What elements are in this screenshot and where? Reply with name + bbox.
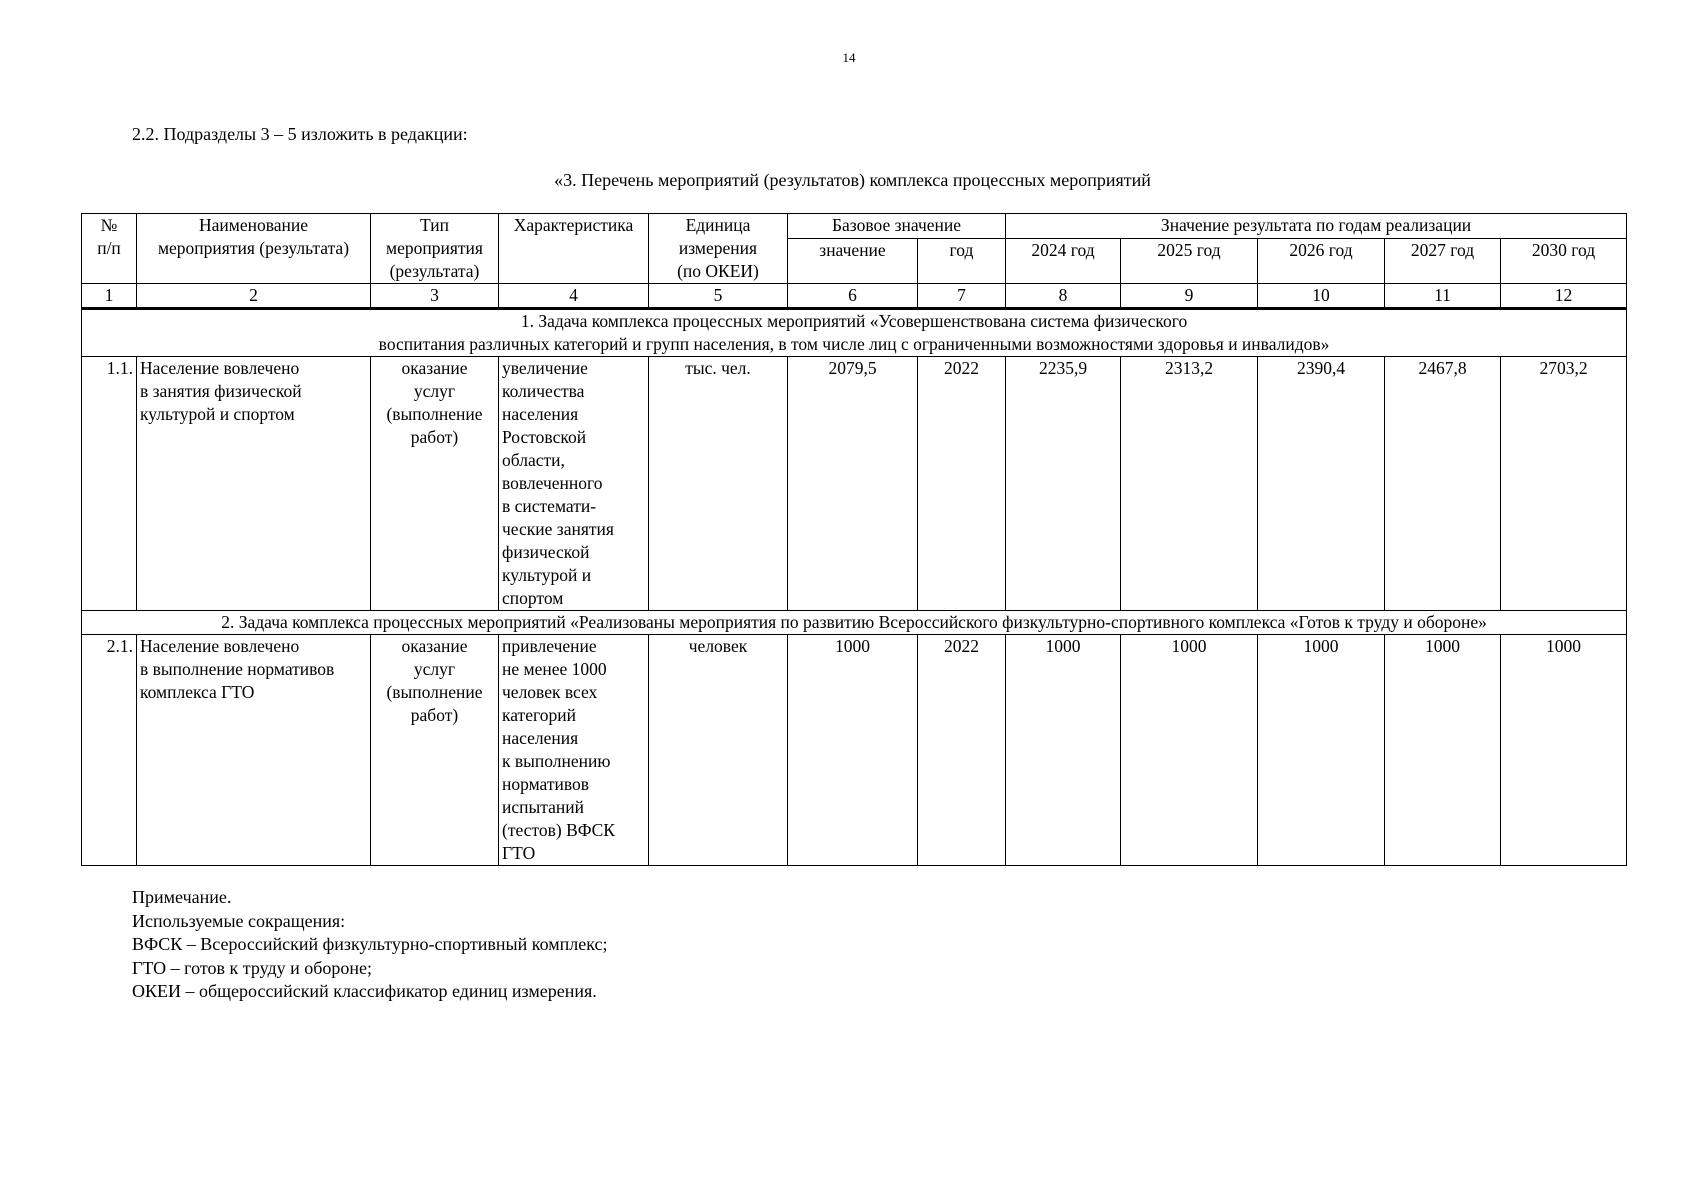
- row-value-2024: 2235,9: [1006, 357, 1121, 611]
- activities-table: [81, 213, 1627, 866]
- intro-text: 2.2. Подразделы 3 – 5 изложить в редакции:: [132, 124, 468, 144]
- section-2-title: 2. Задача комплекса процессных мероприятий «Реализованы мероприятия по развитию Всероссийского физкультурно-спортивного комплекса «Готов к труду и обороне»: [82, 611, 1627, 635]
- note-line: ВФСК – Всероссийский физкультурно-спортивный комплекс;: [132, 934, 608, 954]
- header-base-value: значение: [788, 239, 918, 284]
- row-value-2024: 1000: [1006, 635, 1121, 866]
- row-value-2030: 1000: [1501, 635, 1627, 866]
- note-line: ОКЕИ – общероссийский классификатор единиц измерения.: [132, 981, 597, 1001]
- row-unit: тыс. чел.: [649, 357, 788, 611]
- row-value-2027: 1000: [1385, 635, 1501, 866]
- header-year-2027: 2027 год: [1385, 239, 1501, 284]
- row-base-year: 2022: [918, 357, 1006, 611]
- header-years-group: Значение результата по годам реализации: [1006, 214, 1627, 239]
- column-number: 3: [371, 284, 499, 309]
- column-number: 1: [82, 284, 137, 309]
- column-number: 7: [918, 284, 1006, 309]
- column-number: 9: [1121, 284, 1258, 309]
- column-number: 6: [788, 284, 918, 309]
- table-row: [82, 357, 1627, 611]
- row-number: 1.1.: [82, 357, 137, 611]
- header-unit: Единица измерения (по ОКЕИ): [649, 214, 788, 284]
- row-characteristic: увеличение количества населения Ростовской области, вовлеченного в системати- ческие занятия физической культурой и спортом: [499, 357, 649, 611]
- column-number: 5: [649, 284, 788, 309]
- header-year-2026: 2026 год: [1258, 239, 1385, 284]
- row-name: Население вовлечено в выполнение нормативов комплекса ГТО: [137, 635, 371, 866]
- column-number: 12: [1501, 284, 1627, 309]
- column-numbers-row: [82, 284, 1627, 309]
- page-number: 14: [842, 50, 856, 65]
- row-characteristic: привлечение не менее 1000 человек всех категорий населения к выполнению нормативов испытаний (тестов) ВФСК ГТО: [499, 635, 649, 866]
- row-unit: человек: [649, 635, 788, 866]
- row-value-2027: 2467,8: [1385, 357, 1501, 611]
- header-base-year: год: [918, 239, 1006, 284]
- row-value-2030: 2703,2: [1501, 357, 1627, 611]
- header-year-2030: 2030 год: [1501, 239, 1627, 284]
- header-year-2024: 2024 год: [1006, 239, 1121, 284]
- row-base-value: 1000: [788, 635, 918, 866]
- note-line: Используемые сокращения:: [132, 910, 346, 931]
- column-number: 10: [1258, 284, 1385, 309]
- row-number: 2.1.: [82, 635, 137, 866]
- row-value-2025: 1000: [1121, 635, 1258, 866]
- header-base-group: Базовое значение: [788, 214, 1006, 239]
- note-line: ГТО – готов к труду и обороне;: [132, 957, 373, 978]
- row-value-2026: 2390,4: [1258, 357, 1385, 611]
- header-year-2025: 2025 год: [1121, 239, 1258, 284]
- row-base-value: 2079,5: [788, 357, 918, 611]
- column-number: 4: [499, 284, 649, 309]
- row-value-2026: 1000: [1258, 635, 1385, 866]
- header-name: Наименование мероприятия (результата): [137, 214, 371, 284]
- header-row: [82, 214, 1627, 239]
- section-title-row: [82, 309, 1627, 357]
- notes: [132, 886, 608, 1004]
- table-row: [82, 635, 1627, 866]
- row-base-year: 2022: [918, 635, 1006, 866]
- column-number: 11: [1385, 284, 1501, 309]
- row-name: Население вовлечено в занятия физической культурой и спортом: [137, 357, 371, 611]
- header-type: Тип мероприятия (результата): [371, 214, 499, 284]
- table-title: «3. Перечень мероприятий (результатов) комплекса процессных мероприятий: [554, 170, 1151, 190]
- row-type: оказание услуг (выполнение работ): [371, 357, 499, 611]
- column-number: 2: [137, 284, 371, 309]
- header-characteristic: Характеристика: [499, 214, 649, 284]
- note-heading: Примечание.: [132, 887, 232, 907]
- section-1-title: 1. Задача комплекса процессных мероприятий «Усовершенствована система физического воспитания различных категорий и групп населения, в том числе лиц с ограниченными возможностями здоровья и инвалидов»: [82, 309, 1627, 357]
- section-title-row: [82, 611, 1627, 635]
- column-number: 8: [1006, 284, 1121, 309]
- row-value-2025: 2313,2: [1121, 357, 1258, 611]
- row-type: оказание услуг (выполнение работ): [371, 635, 499, 866]
- header-no: № п/п: [82, 214, 137, 284]
